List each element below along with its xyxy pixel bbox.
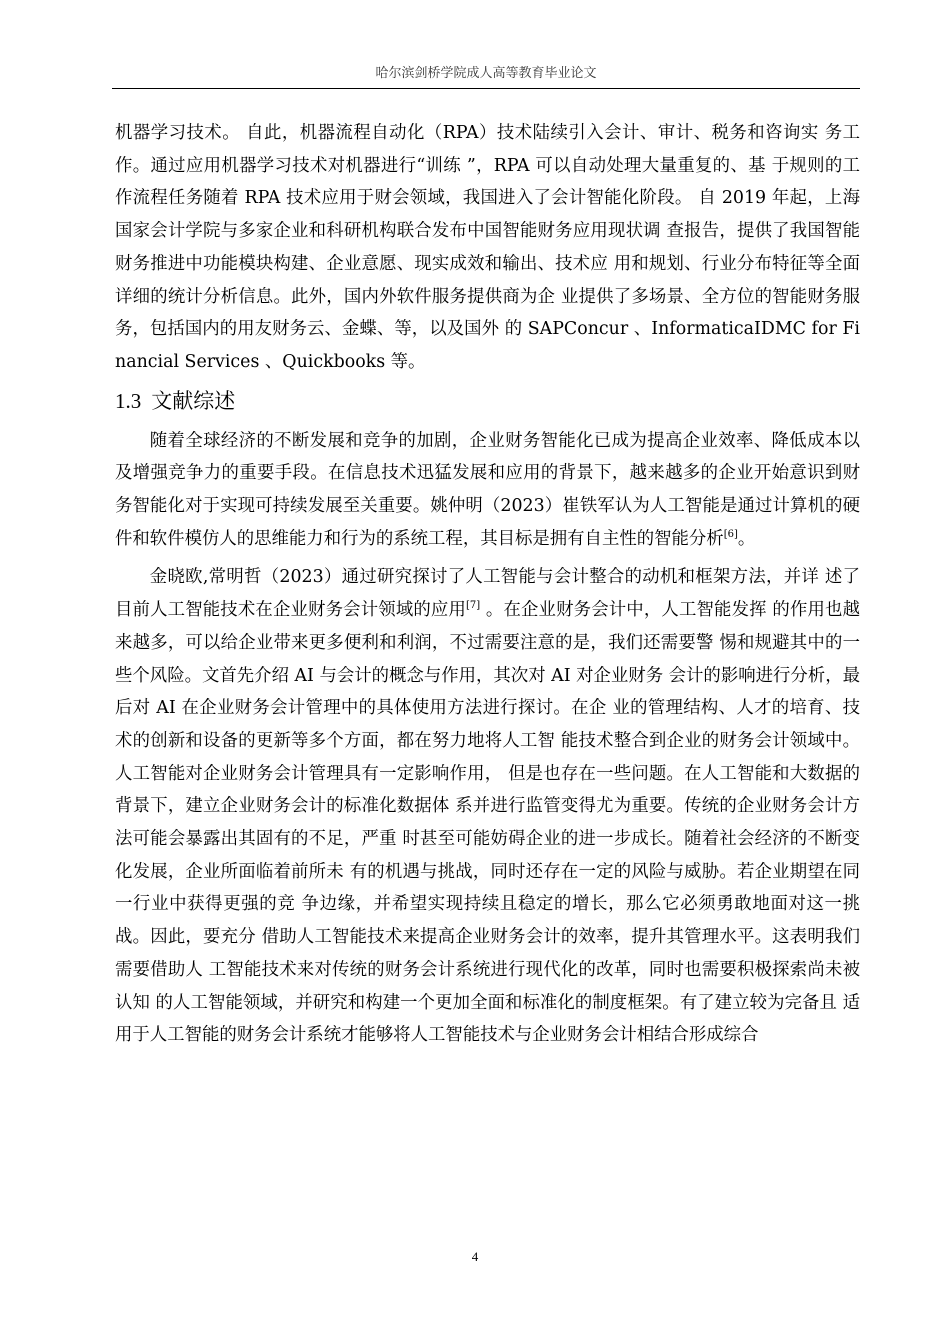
section-heading <box>115 385 860 417</box>
citation-ref: [6] <box>723 528 738 540</box>
header-rule <box>112 88 860 89</box>
running-header: 哈尔滨剑桥学院成人高等教育毕业论文 <box>375 66 597 81</box>
paragraph-text-a: 金晓欧,常明哲（2023）通过研究探讨了人工智能与会计整合的动机和框架方法，并详 述了目前人工智能技术在企业财务会计领域的应用 <box>115 567 860 621</box>
document-body <box>115 117 860 1052</box>
citation-ref: [7] <box>466 600 481 612</box>
paragraph-text-tail: 。 <box>737 528 756 549</box>
paragraph-literature-intro <box>115 425 860 556</box>
page-number: 4 <box>471 1249 479 1264</box>
paragraph-text: 随着全球经济的不断发展和竞争的加剧，企业财务智能化已成为提高企业效率、降低成本以及增强竞争力的重要手段。在信息技术迅猛发展和应用的背景下，越来越多的企业开始意识到财务智能化对于实现可持续发展至关重要。姚仲明（2023）崔铁军认为人工智能是通过计算机的硬件和软件模仿人的思维能力和行为的系统工程，其目标是拥有自主性的智能分析 <box>115 430 860 549</box>
section-title: 文献综述 <box>151 388 236 413</box>
paragraph-rpa: 机器学习技术。 自此，机器流程自动化（RPA）技术陆续引入会计、审计、税务和咨询实 务工作。通过应用机器学习技术对机器进行“训练 ”，RPA 可以自动处理大量重复的、基 于规则的工作流程任务随着 RPA 技术应用于财会领域，我国进入了会计智能化阶段。 自 2019 年起，上海国家会计学院与多家企业和科研机构联合发布中国智能财务应用现状调 查报告，提供了我国智能财务推进中功能模块构建、企业意愿、现实成效和输出、技术应 用和规划、行业分布特征等全面详细的统计分析信息。此外，国内外软件服务提供商为企 业提供了多场景、全方位的智能财务服务，包括国内的用友财务云、金蝶、等，以及国外 的 SAPConcur 、InformaticaIDMC for Financial Services 、Quickbooks 等。 <box>115 123 860 372</box>
section-number: 1.3 <box>115 388 142 413</box>
paragraph-text-b: 。在企业财务会计中，人工智能发挥 的作用也越来越多，可以给企业带来更多便利和利润，不过需要注意的是，我们还需要警 惕和规避其中的一些个风险。文首先介绍 AI 与会计的概念与作用，其次对 AI 对企业财务 会计的影响进行分析，最后对 AI 在企业财务会计管理中的具体使用方法进行探讨。在企 业的管理结构、人才的培育、技术的创新和设备的更新等多个方面，都在努力地将人工智 能技术整合到企业的财务会计领域中。人工智能对企业财务会计管理具有一定影响作用， 但是也存在一些问题。在人工智能和大数据的背景下，建立企业财务会计的标准化数据体 系并进行监管变得尤为重要。传统的企业财务会计方法可能会暴露出其固有的不足，严重 时甚至可能妨碍企业的进一步成长。随着社会经济的不断变化发展，企业所面临着前所未 有的机遇与挑战，同时还存在一定的风险与威胁。若企业期望在同一行业中获得更强的竞 争边缘，并希望实现持续且稳定的增长，那么它必须勇敢地面对这一挑战。因此，要充分 借助人工智能技术来提高企业财务会计的效率，提升其管理水平。这表明我们需要借助人 工智能技术来对传统的财务会计系统进行现代化的改革，同时也需要积极探索尚未被认知 的人工智能领域，并研究和构建一个更加全面和标准化的制度框架。有了建立较为完备且 适用于人工智能的财务会计系统才能够将人工智能技术与企业财务会计相结合形成综合 <box>115 600 860 1046</box>
paragraph-ai-accounting <box>115 561 860 1052</box>
